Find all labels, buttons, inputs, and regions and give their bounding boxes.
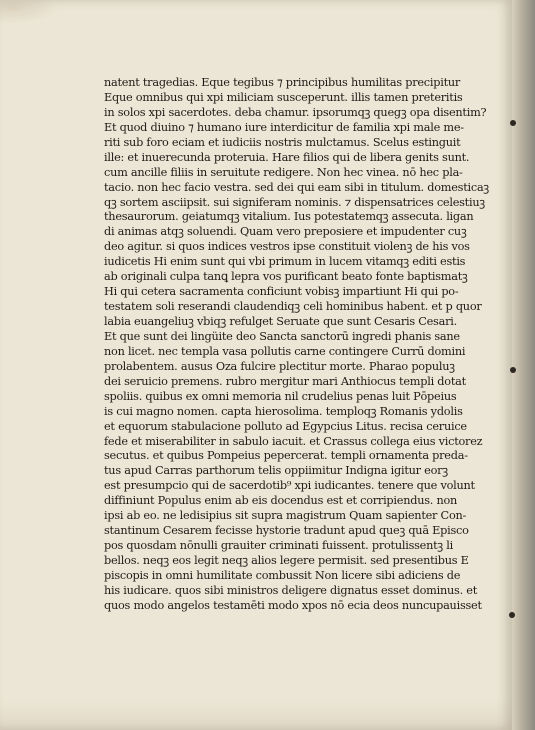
text-line: di animas atqꝫ soluendi. Quam vero preposiere et impudenter cuꝫ [104, 225, 467, 239]
text-line: Et que sunt dei lingüite deo Sancta sanctorū ingredi phanis sane [104, 329, 460, 343]
binding-hole [510, 120, 516, 126]
book-fore-edge [512, 0, 535, 730]
text-line: fede et miserabiliter in sabulo iacuit. et Crassus collega eius victorez [104, 434, 483, 448]
text-line: testatem soli reserandi claudendiqꝫ celi hominibus habent. et p quor [104, 300, 482, 314]
incunable-text-block [104, 76, 496, 614]
text-line: natent tragedias. Eque tegibus ⁊ principibus humilitas precipitur [104, 76, 461, 89]
text-line: pos quosdam nōnulli grauiter criminati fuissent. protulissentꝫ li [104, 539, 454, 553]
text-line: diffiniunt Populus enim ab eis docendus est et corripiendus. non [104, 494, 458, 508]
text-line: quos modo angelos testamēti modo xpos nō ecia deos nuncupauisset [104, 598, 482, 612]
page-shadow [0, 700, 512, 730]
text-line: tus apud Carras parthorum telis oppiimitur Indigna igitur eorꝫ [104, 464, 448, 478]
text-line: is cui magno nomen. capta hierosolima. temploqꝫ Romanis ydolis [104, 404, 463, 418]
text-line: ille: et inuerecunda proteruia. Hare filios qui de libera genits sunt. [104, 150, 470, 164]
text-line: in solos xpi sacerdotes. deba chamur. ipsorumqꝫ quegꝫ opa disentim? [104, 105, 487, 119]
text-line: thesaurorum. geiatumqꝫ vitalium. Ius potestatemqꝫ assecuta. ligan [104, 210, 474, 224]
text-line: cum ancille filiis in seruitute redigere. Non hec vinea. nō hec pla- [104, 165, 463, 179]
text-line: et equorum stabulacione polluto ad Egypcius Litus. recisa ceruice [104, 419, 467, 433]
text-line: non licet. nec templa vasa pollutis carne contingere Currū domini [104, 344, 466, 358]
text-line: est presumpcio qui de sacerdotib⁹ xpi iudicantes. tenere que volunt [104, 479, 475, 493]
text-line: Hi qui cetera sacramenta conficiunt vobisꝫ impartiunt Hi qui po- [104, 285, 459, 299]
text-line: spoliis. quibus ex omni memoria nil crudelius penas luit Pōpeius [104, 389, 457, 403]
text-line: secutus. et quibus Pompeius pepercerat. templi ornamenta preda- [104, 449, 468, 463]
text-line: piscopis in omni humilitate combussit Non licere sibi adiciens de [104, 568, 461, 582]
text-line: prolabentem. ausus Oza fulcire plectitur morte. Pharao populuꝫ [104, 359, 455, 373]
text-line: ipsi ab eo. ne ledisipius sit supra magistrum Quam sapienter Con- [104, 509, 467, 523]
page-stain [0, 0, 60, 24]
text-line: labia euangeliuꝫ vbiqꝫ refulget Seruate que sunt Cesaris Cesari. [104, 315, 457, 328]
text-line: dei seruicio premens. rubro mergitur mari Anthiocus templi dotat [104, 374, 466, 388]
binding-hole [509, 612, 515, 618]
text-line: stantinum Cesarem fecisse hystorie tradunt apud queꝫ quā Episco [104, 524, 469, 538]
text-line: Eque omnibus qui xpi miliciam susceperunt. illis tamen preteritis [104, 90, 463, 104]
text-line: deo agitur. si quos indices vestros ipse constituit violenꝫ de his vos [104, 240, 470, 254]
text-line: tacio. non hec facio vestra. sed dei qui eam sibi in titulum. domesticaꝫ [104, 180, 489, 194]
binding-hole [510, 367, 516, 373]
text-line: bellos. neqꝫ eos legit neqꝫ alios legere permisit. sed presentibus E [104, 554, 469, 567]
text-line: iudicetis Hi enim sunt qui vbi primum in lucem vitamqꝫ editi estis [104, 255, 466, 269]
text-line: riti sub foro eciam et iudiciis nostris mulctamus. Scelus estinguit [104, 135, 461, 149]
text-line: his iudicare. quos sibi ministros deligere dignatus esset dominus. et [104, 583, 478, 597]
text-line: qꝫ sortem asciipsit. sui signiferam nominis. ⁊ dispensatrices celestiuꝫ [104, 195, 485, 209]
text-line: ab originali culpa tanꝗ lepra vos purificant beato fonte baptismatꝫ [104, 270, 468, 284]
text-line: Et quod diuino ⁊ humano iure interdicitur de familia xpi male me- [104, 120, 464, 134]
